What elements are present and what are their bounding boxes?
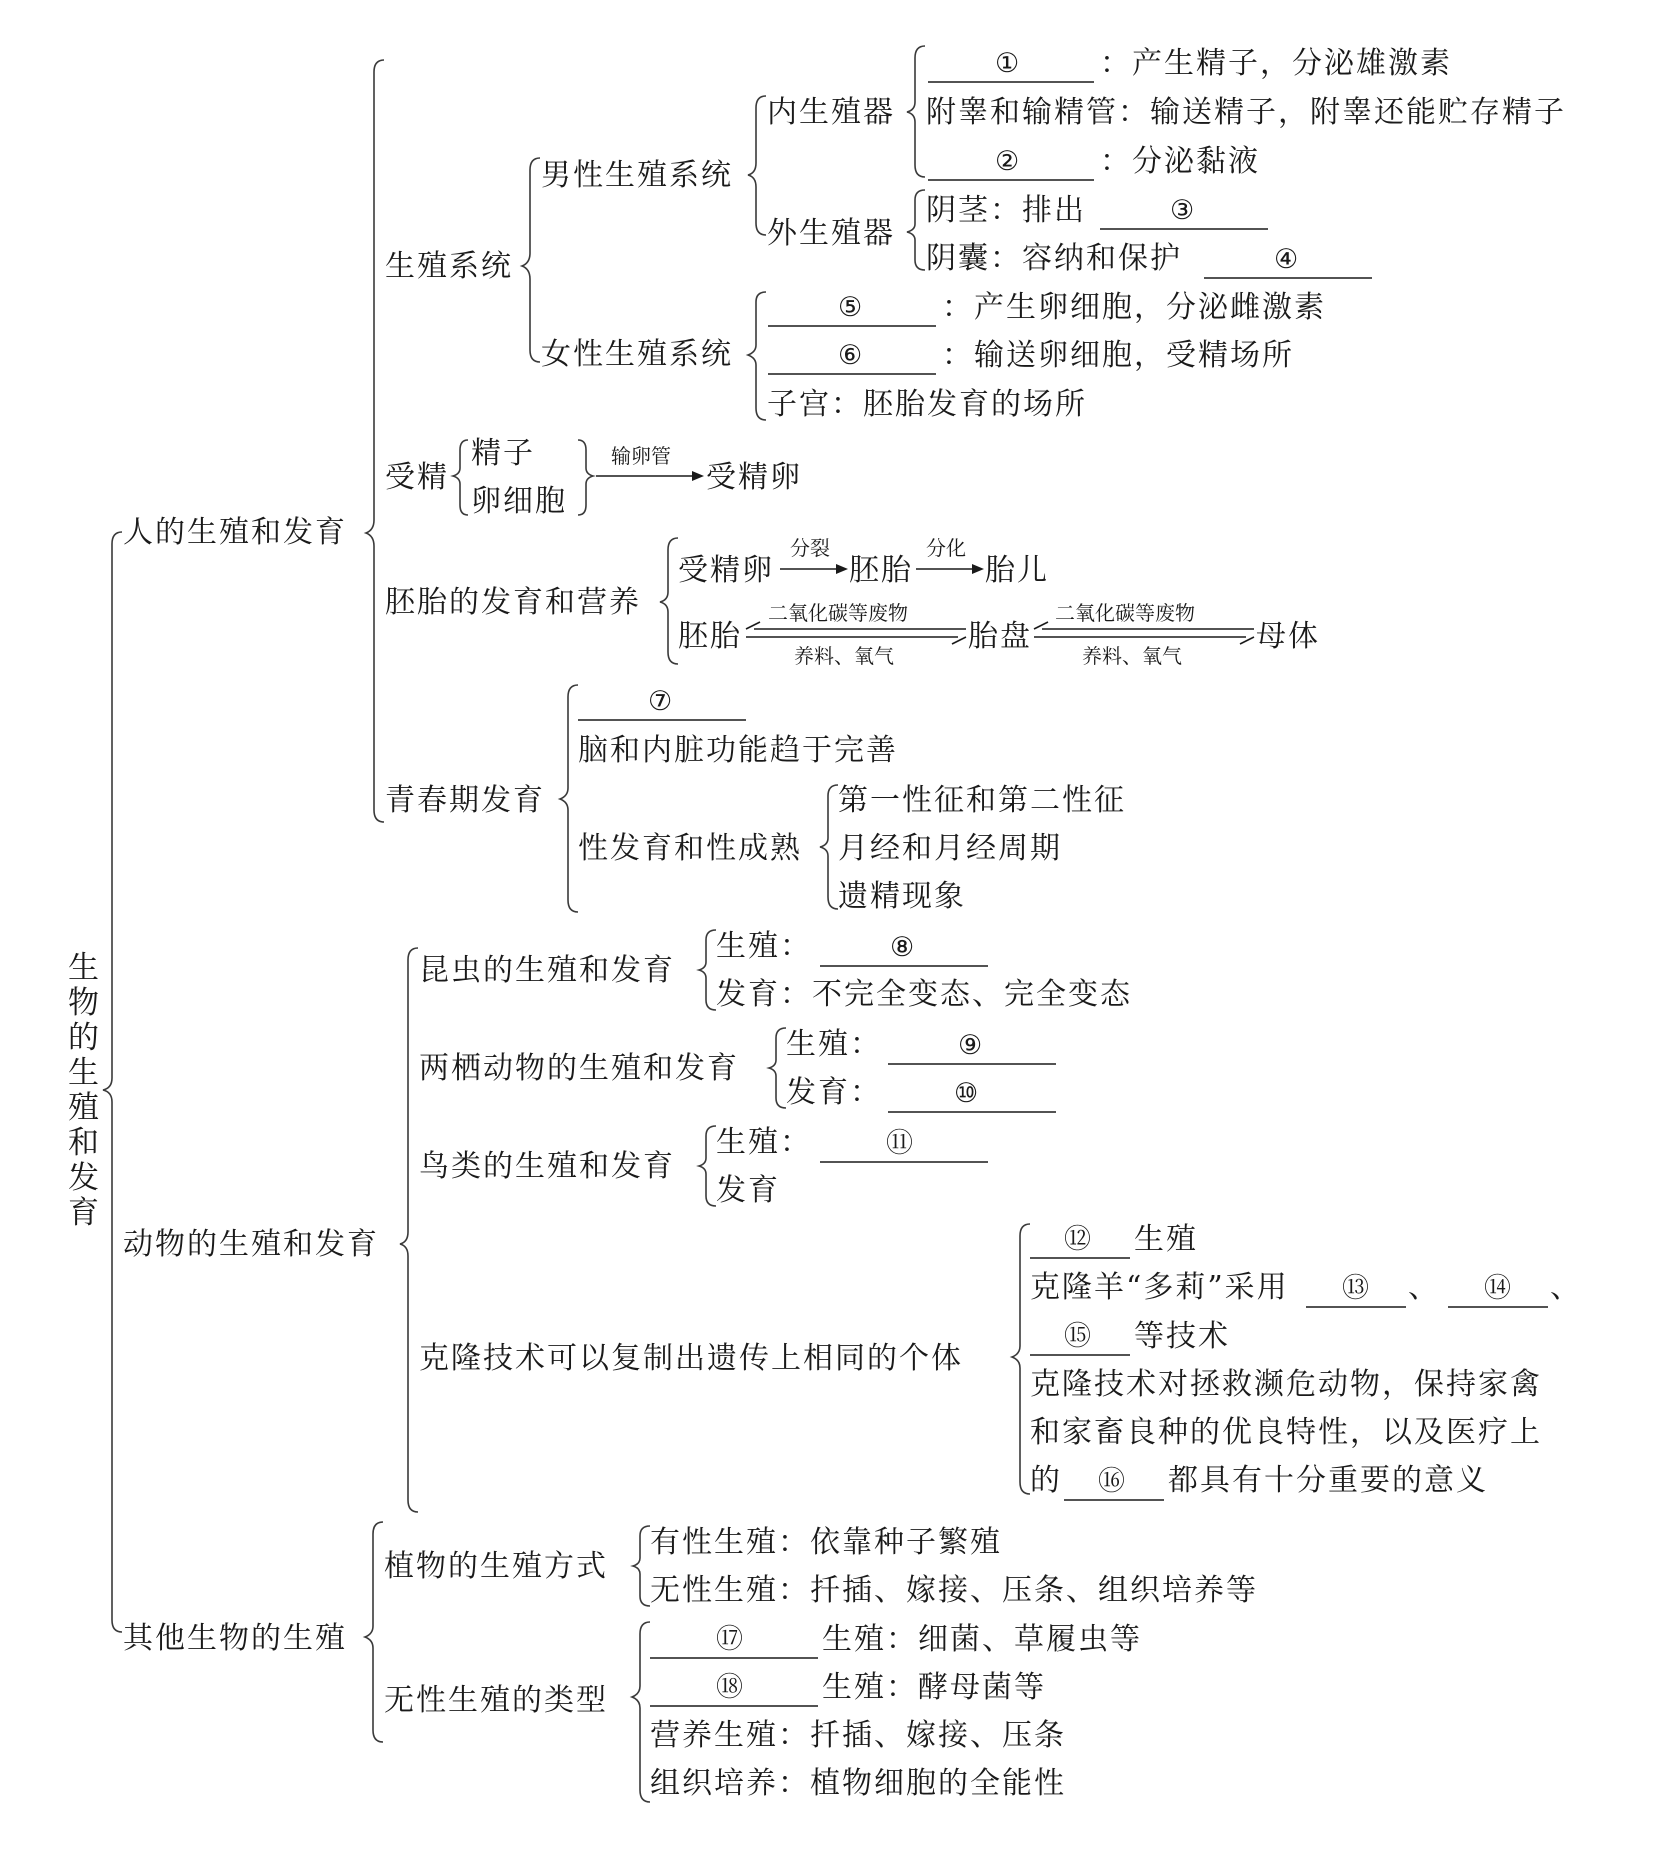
root-char: 育 [68, 1195, 101, 1231]
root-char: 生 [68, 950, 101, 986]
asexual-vegetative: 营养生殖：扦插、嫁接、压条 [650, 1718, 1066, 1753]
sex-dev-item: 月经和月经周期 [838, 831, 1062, 866]
clone-sep-2: 、 [1550, 1270, 1582, 1305]
bracket-insect [699, 930, 716, 1010]
clone-line-6a: 的 [1030, 1463, 1062, 1498]
fert-arrow-label: 输卵管 [611, 444, 671, 468]
clone-dolly: 克隆羊“多莉”采用 [1030, 1270, 1289, 1305]
external-item-1-text: 阴茎：排出 [926, 193, 1086, 228]
amphibian-repro: 生殖： [786, 1027, 882, 1062]
blank-16: ⑯ [1098, 1466, 1125, 1497]
node-amphibian: 两栖动物的生殖和发育 [419, 1051, 739, 1086]
blank-2: ② [995, 146, 1020, 177]
clone-sep-1: 、 [1408, 1270, 1440, 1305]
sex-dev-item: 第一性征和第二性征 [838, 783, 1126, 818]
blank-3: ③ [1170, 195, 1195, 226]
puberty-item-2: 脑和内脏功能趋于完善 [578, 733, 898, 768]
internal-item-3-text: ：分泌黏液 [1100, 144, 1260, 179]
clone-line-4: 克隆技术对拯救濒危动物，保持家禽 [1030, 1367, 1542, 1402]
amphibian-dev: 发育： [786, 1075, 882, 1110]
bracket-sexdev [820, 785, 838, 909]
external-item-2-text: 阴囊：容纳和保护 [926, 241, 1182, 276]
clone-line-6b: 都具有十分重要的意义 [1168, 1463, 1488, 1498]
bird-repro: 生殖： [716, 1125, 812, 1160]
root-char: 的 [68, 1020, 101, 1056]
node-clone: 克隆技术可以复制出遗传上相同的个体 [419, 1341, 963, 1376]
node-puberty: 青春期发育 [385, 783, 545, 818]
arrowhead-right [952, 637, 966, 644]
node-other: 其他生物的生殖 [123, 1621, 347, 1656]
arrowhead-left [1034, 622, 1048, 629]
node-embryo: 胚胎的发育和营养 [385, 585, 641, 620]
root-char: 和 [68, 1125, 101, 1161]
female-item-3: 子宫：胚胎发育的场所 [767, 387, 1087, 422]
node-animal: 动物的生殖和发育 [123, 1227, 379, 1262]
clone-text-12: 生殖 [1134, 1222, 1198, 1257]
chain2-b: 胎盘 [968, 619, 1032, 654]
bird-dev: 发育 [716, 1173, 780, 1208]
node-external: 外生殖器 [767, 216, 895, 251]
node-insect: 昆虫的生殖和发育 [419, 953, 675, 988]
chain2-top-2: 二氧化碳等废物 [1055, 601, 1195, 625]
root-title [68, 950, 101, 1231]
blank-8: ⑧ [890, 932, 915, 963]
blank-17: ⑰ [716, 1624, 743, 1655]
chain2-bot-2: 养料、氧气 [1082, 644, 1182, 668]
arrowhead [692, 471, 704, 481]
bracket-animal [400, 948, 418, 1512]
blank-9: ⑨ [958, 1030, 983, 1061]
arrowhead [836, 564, 848, 574]
chain1-a: 受精卵 [678, 553, 774, 588]
bracket-human [366, 60, 384, 822]
node-sex-dev: 性发育和性成熟 [578, 831, 802, 866]
bracket-repro-system [522, 158, 540, 362]
node-fertilization: 受精 [385, 460, 449, 495]
root-char: 生 [68, 1055, 101, 1091]
blank-18: ⑱ [716, 1672, 743, 1703]
asexual-text-17: 生殖：细菌、草履虫等 [822, 1622, 1142, 1657]
insect-dev: 发育：不完全变态、完全变态 [716, 977, 1132, 1012]
root-char: 殖 [68, 1090, 101, 1126]
bracket-puberty [560, 685, 578, 912]
chain2-a: 胚胎 [678, 619, 742, 654]
node-internal: 内生殖器 [767, 95, 895, 130]
node-female: 女性生殖系统 [541, 337, 733, 372]
bracket-other [365, 1522, 383, 1742]
chain1-label-2: 分化 [926, 536, 966, 560]
node-male: 男性生殖系统 [541, 158, 733, 193]
blank-13: ⑬ [1342, 1273, 1369, 1304]
node-repro-system: 生殖系统 [385, 249, 513, 284]
female-item-1-text: ：产生卵细胞，分泌雌激素 [942, 290, 1326, 325]
plant-asexual: 无性生殖：扦插、嫁接、压条、组织培养等 [650, 1573, 1258, 1608]
clone-line-5: 和家畜良种的优良特性，以及医疗上 [1030, 1415, 1542, 1450]
bracket-external [907, 190, 925, 270]
arrowhead [972, 564, 984, 574]
female-item-2-text: ：输送卵细胞，受精场所 [942, 338, 1294, 373]
chain2-top-1: 二氧化碳等废物 [768, 601, 908, 625]
root-char: 发 [68, 1160, 101, 1196]
plant-sexual: 有性生殖：依靠种子繁殖 [650, 1525, 1002, 1560]
bracket-plant [633, 1526, 650, 1606]
arrowhead-right [1240, 637, 1254, 644]
blank-10: ⑩ [954, 1078, 979, 1109]
bracket-root [103, 532, 122, 1632]
bracket-internal [907, 46, 925, 177]
blank-15: ⑮ [1064, 1321, 1091, 1352]
blank-12: ⑫ [1064, 1224, 1091, 1255]
bracket-amphibian [769, 1028, 786, 1108]
blank-1: ① [995, 48, 1020, 79]
fert-egg: 卵细胞 [471, 484, 567, 519]
bracket-clone [1012, 1224, 1030, 1494]
bracket-female [748, 292, 766, 420]
internal-item-1-text: ：产生精子，分泌雄激素 [1100, 46, 1452, 81]
asexual-text-18: 生殖：酵母菌等 [822, 1670, 1046, 1705]
chain2-bot-1: 养料、氧气 [794, 644, 894, 668]
node-plant: 植物的生殖方式 [384, 1549, 608, 1584]
blank-7: ⑦ [648, 686, 673, 717]
blank-11: ⑪ [886, 1128, 913, 1159]
chain2-c: 母体 [1256, 619, 1320, 654]
blank-5: ⑤ [838, 292, 863, 323]
insect-repro: 生殖： [716, 929, 812, 964]
blank-6: ⑥ [838, 340, 863, 371]
bracket-fertilization [453, 440, 468, 515]
clone-text-15: 等技术 [1134, 1319, 1230, 1354]
node-human: 人的生殖和发育 [123, 515, 347, 550]
bracket-male [748, 96, 766, 235]
arrowhead-left [746, 622, 760, 629]
bracket-bird [699, 1126, 716, 1206]
internal-item-2: 附睾和输精管：输送精子，附睾还能贮存精子 [926, 95, 1566, 130]
chain1-c: 胎儿 [985, 553, 1049, 588]
blank-4: ④ [1274, 244, 1299, 275]
fert-result: 受精卵 [706, 460, 802, 495]
asexual-tissue: 组织培养：植物细胞的全能性 [650, 1766, 1066, 1801]
root-char: 物 [68, 985, 101, 1021]
fert-sperm: 精子 [471, 436, 535, 471]
bracket-embryo [660, 538, 678, 664]
bracket-asexual-types [632, 1622, 650, 1802]
sex-dev-item: 遗精现象 [838, 879, 966, 914]
chain1-label-1: 分裂 [790, 536, 830, 560]
node-bird: 鸟类的生殖和发育 [419, 1149, 675, 1184]
chain1-b: 胚胎 [849, 553, 913, 588]
blank-14: ⑭ [1484, 1273, 1511, 1304]
bracket-fertilization-right [578, 440, 593, 515]
node-asexual-types: 无性生殖的类型 [384, 1683, 608, 1718]
